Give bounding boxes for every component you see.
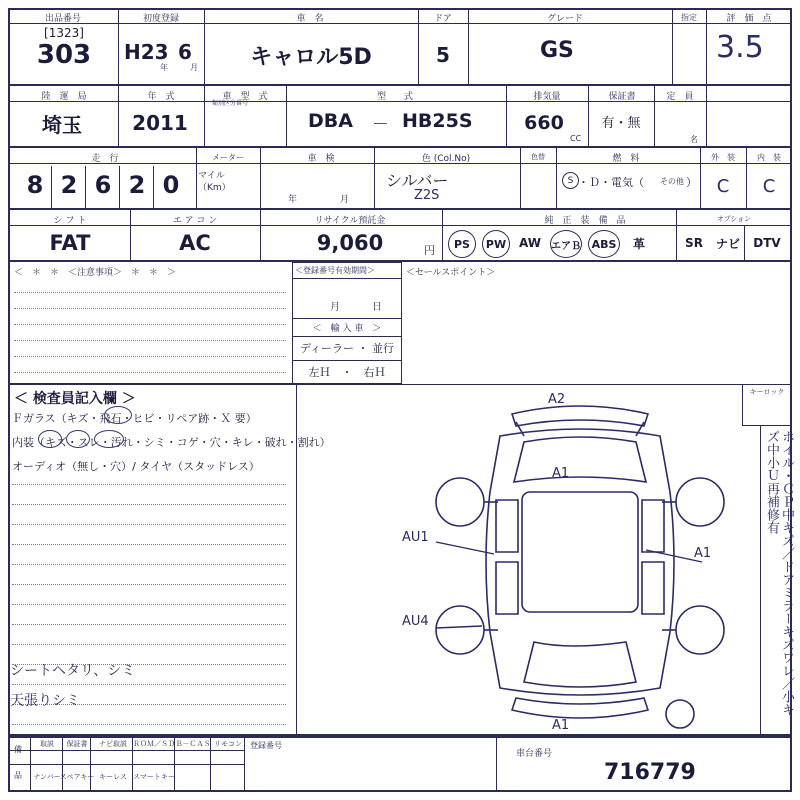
f-div-0: [30, 736, 31, 792]
header-label-lot: 出品番号: [44, 13, 81, 24]
notes-line-1: [14, 292, 286, 293]
diagram-mark-a1-bottom: A1: [552, 718, 570, 733]
footer-sub-keyless: キーレス: [99, 773, 127, 781]
r4-div-2: [260, 210, 261, 262]
r4-div-1: [130, 210, 131, 262]
footer-top-line: [8, 750, 244, 751]
diagram-mark-a1-top: A1: [552, 466, 570, 481]
inspector-dash-6: [12, 584, 286, 585]
odometer-unit: マイル （Km）: [198, 171, 231, 193]
circle-mark-yogore: [94, 430, 124, 448]
row2-label-type: 車 型 式: [222, 91, 268, 102]
footer-col-bcas: Ｂ－ＣＡＳ: [175, 740, 211, 748]
row3-label-shaken: 車 検: [307, 153, 335, 164]
diagram-mark-a1-right: A1: [694, 546, 712, 561]
row3-label-interior: 内 装: [757, 152, 781, 162]
first-registration-year-label: 年: [160, 63, 168, 72]
car-name-value: キャロル5D: [250, 44, 372, 70]
row2-shiki-note: 類別区分番号: [212, 100, 249, 107]
footer-col-navi-torisetsu: ナビ取説: [99, 740, 127, 748]
header-label-grade: グレード: [546, 13, 583, 24]
inspector-dash-1: [12, 484, 286, 485]
header-label-first-reg: 初度登録: [142, 13, 179, 24]
equipment-leather[interactable]: 革: [632, 236, 645, 251]
lot-number: 303: [36, 40, 92, 70]
interior-grade-value: C: [762, 175, 776, 197]
odometer-digit-3: 6: [94, 171, 112, 199]
footer-row-label-2: 品: [14, 771, 22, 780]
odometer-digit-1: 8: [26, 171, 44, 199]
equipment-dtv[interactable]: DTV: [753, 236, 781, 250]
row4-label-equipment: 純 正 装 備 品: [544, 215, 626, 226]
inspector-dash-11: [12, 684, 286, 685]
diagram-mark-au1: AU1: [402, 530, 429, 545]
inspector-dash-5: [12, 564, 286, 565]
diagram-mark-au4: AU4: [402, 614, 429, 629]
hdr-div-1: [118, 8, 119, 86]
row3-label-exterior: 外 装: [711, 152, 735, 162]
r2-div-4: [506, 86, 507, 148]
circle-mark-sure: [66, 430, 90, 448]
footer-mid-line: [8, 764, 244, 765]
r2-div-5: [588, 86, 589, 148]
fuel-gasoline-circle: S: [562, 172, 579, 189]
lot-bracket: [1323]: [44, 26, 84, 40]
equipment-sr[interactable]: SR: [685, 236, 703, 250]
r4-div-3: [442, 210, 443, 262]
r2-div-1: [118, 86, 119, 148]
right-strip-text: ホイル・ＣＰ中キズ／ドアミラーキズワレ／小キズ中小Ｕ再補修有: [764, 430, 794, 716]
model-dash: －: [372, 115, 389, 135]
row2-label-capacity: 定 員: [666, 91, 694, 102]
diagram-circle-mark: [666, 700, 694, 728]
footer-col-remocon: リモコン: [214, 740, 242, 748]
recycle-fee-value: 9,060: [316, 231, 384, 255]
row3-label-meter: メーター: [212, 152, 244, 162]
r2-div-7: [706, 86, 707, 148]
registration-import-label: ＜ 輸 入 車 ＞: [312, 323, 382, 334]
odometer-digit-5: 0: [162, 171, 180, 199]
row2-label-displacement: 排気量: [533, 91, 561, 102]
color-number-value: Z2S: [414, 188, 440, 203]
registration-dealer-row[interactable]: ディーラー ・ 並行: [299, 342, 395, 355]
rating-value: 3.5: [716, 30, 764, 65]
color-value: シルバー: [386, 171, 449, 190]
r2-div-6: [654, 86, 655, 148]
inspector-dash-9: [12, 644, 286, 645]
row2-label-warranty: 保証書: [608, 91, 636, 102]
displacement-unit: CC: [570, 134, 582, 143]
registration-hand-row[interactable]: 左Ｈ ・ 右Ｈ: [308, 366, 386, 379]
sales-point-title: ＜セールスポイント＞: [406, 268, 496, 278]
row3-label-mileage: 走 行: [91, 153, 119, 164]
r4-div-4: [676, 210, 677, 262]
r3-div-2: [260, 148, 261, 210]
equipment-abs[interactable]: ABS: [588, 230, 620, 258]
r2-div-3: [286, 86, 287, 148]
row3-label-color: 色 (Col.No): [421, 153, 471, 164]
notes-title: ＜ ＊ ＊ ＜注意事項＞ ＊ ＊ ＞: [14, 268, 177, 278]
r3-div-1: [196, 148, 197, 210]
row3-label-fuel: 燃 料: [612, 153, 640, 164]
header-label-car-name: 車 名: [296, 13, 324, 24]
reg-div-2: [292, 318, 402, 319]
footer-serial-label: 車台番号: [516, 749, 553, 759]
notes-line-5: [14, 356, 286, 357]
row4-label-aircon: エ ア コ ン: [172, 215, 218, 226]
r3-div-3: [374, 148, 375, 210]
aircon-value: AC: [179, 231, 211, 255]
sales-point-panel: [402, 262, 792, 384]
recycle-fee-unit: 円: [424, 244, 435, 257]
inspector-handwritten-1: シートヘタリ、シミ: [10, 663, 136, 679]
equipment-airbag[interactable]: エアＢ: [550, 230, 582, 258]
first-registration-month: 6: [178, 40, 192, 64]
footer-col-registration-number: 登録番号: [250, 741, 282, 750]
reg-div-1: [292, 278, 402, 279]
row3-label-colorchange: 色替: [531, 153, 545, 161]
inspector-dash-2: [12, 504, 286, 505]
footer-serial-value: 716779: [604, 760, 696, 785]
footer-sub-number: ナンバー: [33, 773, 61, 781]
first-registration-value: H23: [124, 40, 169, 64]
notes-line-2: [14, 308, 286, 309]
displacement-value: 660: [524, 112, 564, 134]
reg-div-3: [292, 336, 402, 337]
fuel-options-text: ・Ｄ・電気（: [578, 176, 644, 189]
footer-sub-spare-key: スペアキー: [59, 773, 95, 781]
inspector-dash-8: [12, 624, 286, 625]
hdr-div-2: [204, 8, 205, 86]
grade-value: GS: [540, 38, 574, 63]
fuel-close-paren: ）: [686, 176, 697, 189]
row2-label-model: 型 式: [376, 91, 413, 102]
hdr-div-4: [468, 8, 469, 86]
notes-line-4: [14, 340, 286, 341]
notes-line-6: [14, 372, 286, 373]
inspector-dash-4: [12, 544, 286, 545]
fuel-other-label: その他: [660, 177, 684, 186]
footer-col-torisetsu: 取説: [40, 740, 54, 748]
notes-line-3: [14, 324, 286, 325]
registration-title: ＜登録番号有効期間＞: [295, 266, 375, 275]
inspector-line-3: オーディオ（無し・穴）/ タイヤ（スタッドレス）: [12, 460, 260, 473]
circle-mark-kizu-1: [38, 430, 62, 448]
r4-div-5: [744, 226, 745, 262]
inspector-handwritten-2: 天張りシミ: [10, 693, 80, 709]
first-registration-month-label: 月: [190, 63, 198, 72]
row4-label-shift: シ フ ト: [53, 215, 87, 226]
footer-sub-smart-key: スマートキー: [133, 773, 175, 781]
odometer-digit-2: 2: [60, 171, 78, 199]
inspector-line-1: Ｆガラス（キズ・飛石・ヒビ・リペア跡・Ｘ 要）: [12, 412, 257, 425]
hdr-div-3: [418, 8, 419, 86]
row4-label-recycle: リサイクル預託金: [314, 215, 386, 226]
header-label-rating: 評 価 点: [726, 13, 772, 24]
footer-col-hoshousho: 保証書: [66, 740, 88, 748]
shaken-year-label: 年: [288, 195, 298, 205]
r2-div-2: [204, 86, 205, 148]
model-code-value: HB25S: [402, 110, 473, 132]
inspector-dash-13: [12, 724, 286, 725]
circle-mark-tobiishi: [104, 406, 132, 424]
equipment-pw[interactable]: PW: [482, 230, 510, 258]
header-label-doors: ドア: [434, 13, 452, 24]
car-diagram: [400, 392, 760, 732]
year-value: 2011: [132, 111, 188, 135]
notes-panel: [8, 262, 292, 384]
equipment-navi[interactable]: ナビ: [715, 236, 740, 251]
shift-value: FAT: [49, 231, 91, 255]
diagram-mark-a2: A2: [548, 392, 566, 407]
r3-div-4: [520, 148, 521, 210]
inspector-dash-7: [12, 604, 286, 605]
r3-div-5: [556, 148, 557, 210]
odometer-digit-4: 2: [128, 171, 146, 199]
header-label-shitei: 指定: [681, 12, 697, 22]
warranty-value: 有・無: [601, 115, 641, 131]
area-value: 埼玉: [42, 112, 82, 137]
inspector-line-2: 内装（キズ・スレ・汚れ・シミ・コゲ・穴・キレ・破れ・割れ）: [12, 436, 331, 449]
shaken-month-label: 月: [340, 195, 350, 205]
equipment-aw[interactable]: AW: [519, 236, 541, 250]
right-strip-divider: [760, 426, 761, 736]
footer-col-rom-sd: ＲＯＭ／ＳＤ: [133, 740, 175, 748]
reg-div-4: [292, 360, 402, 361]
f-div-7: [496, 736, 497, 792]
footer-row-label-1: 備: [14, 745, 22, 754]
model-prefix-value: DBA: [308, 110, 353, 132]
row4-label-option: オプション: [716, 215, 752, 223]
registration-day-label: 日: [372, 302, 382, 313]
equipment-ps[interactable]: PS: [448, 230, 476, 258]
inspector-title: ＜ 検査員記入欄 ＞: [14, 391, 136, 407]
door-count-value: 5: [436, 43, 450, 67]
row2-label-area: 陸 運 局: [41, 91, 87, 102]
inspector-dash-3: [12, 524, 286, 525]
key-lock-label: キーロック: [749, 388, 785, 396]
registration-month-label: 月: [330, 302, 340, 313]
capacity-unit: 名: [690, 135, 698, 144]
row2-label-year: 年 式: [147, 91, 175, 102]
exterior-grade-value: C: [716, 175, 730, 197]
